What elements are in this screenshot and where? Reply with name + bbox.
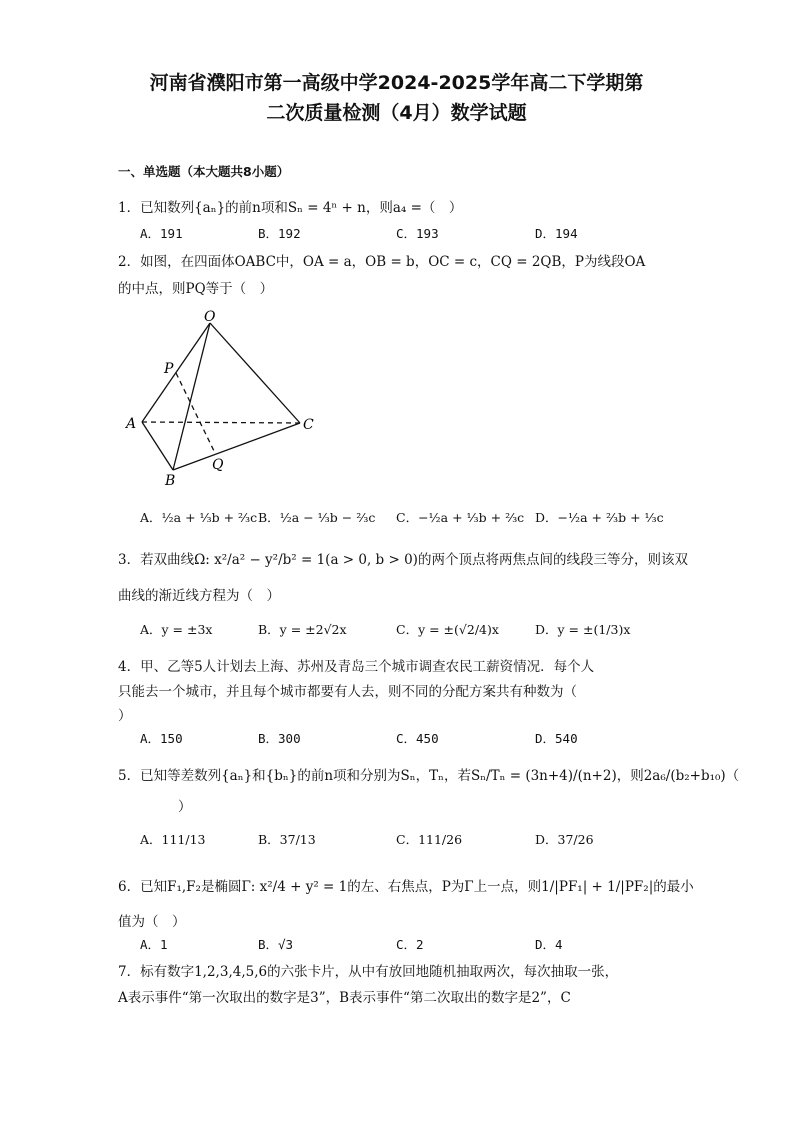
q1-option-c: C．193	[396, 226, 439, 241]
q7-stem-line-1: 7．标有数字1,2,3,4,5,6的六张卡片，从中有放回地随机抽取两次，每次抽取一张，	[118, 964, 619, 980]
q4-option-b: B．300	[258, 731, 301, 746]
edge-bc	[173, 423, 300, 470]
q5-option-c: C．111/26	[396, 832, 463, 847]
segment-pq	[176, 373, 215, 453]
q2-stem-line-2: 的中点，则PQ等于（ ）	[118, 281, 274, 297]
q1-option-d: D．194	[535, 226, 578, 241]
q2-stem-line-1: 2．如图，在四面体OABC中，OA = a，OB = b，OC = c，CQ = 2QB，P为线段OA	[118, 254, 646, 270]
q3-option-a: A．y = ±3x	[140, 622, 213, 637]
q4-stem-line-1: 4．甲、乙等5人计划去上海、苏州及青岛三个城市调查农民工薪资情况．每个人	[118, 659, 595, 675]
q2-option-c: C．−½a + ⅓b + ⅔c	[396, 510, 525, 525]
edge-oa	[142, 323, 210, 422]
label-q: Q	[212, 457, 224, 473]
title-line-2: 二次质量检测（4月）数学试题	[266, 102, 527, 124]
q6-option-d: D．4	[535, 937, 563, 952]
q6-option-c: C．2	[396, 937, 424, 952]
q3-stem-line-2: 曲线的渐近线方程为（ ）	[118, 588, 280, 604]
edge-ac-hidden	[142, 422, 300, 423]
label-c: C	[303, 417, 314, 433]
q2-option-d: D．−½a + ⅔b + ⅓c	[535, 510, 664, 525]
edge-ab	[142, 422, 173, 470]
q5-option-b: B．37/13	[258, 832, 316, 847]
q3-option-b: B．y = ±2√2x	[258, 622, 347, 637]
tetrahedron-figure	[120, 305, 330, 490]
q6-stem-line-2: 值为（ ）	[118, 914, 186, 930]
q4-option-d: D．540	[535, 731, 578, 746]
q5-stem-line-2: ）	[178, 799, 192, 815]
label-b: B	[165, 473, 176, 489]
q5-stem-line-1: 5．已知等差数列{aₙ}和{bₙ}的前n项和分别为Sₙ，Tₙ，若Sₙ/Tₙ = (3n+4)/(n+2)，则2a₆/(b₂+b₁₀)（	[118, 768, 740, 784]
q1-option-b: B．192	[258, 226, 301, 241]
q4-stem-line-2: 只能去一个城市，并且每个城市都要有人去，则不同的分配方案共有种数为（	[118, 684, 577, 700]
label-o: O	[204, 309, 216, 325]
title-line-1: 河南省濮阳市第一高级中学2024-2025学年高二下学期第	[149, 72, 644, 94]
q6-option-a: A．1	[140, 937, 168, 952]
q3-option-c: C．y = ±(√2/4)x	[396, 622, 499, 637]
q4-option-c: C．450	[396, 731, 439, 746]
q5-option-d: D．37/26	[535, 832, 594, 847]
q5-option-a: A．111/13	[140, 832, 206, 847]
q2-option-a: A．½a + ⅓b + ⅔c	[140, 510, 258, 525]
edge-ob	[173, 323, 210, 470]
q3-stem-line-1: 3．若双曲线Ω: x²/a² − y²/b² = 1(a > 0, b > 0)的两个顶点将两焦点间的线段三等分，则该双	[118, 552, 688, 568]
q1-stem: 1．已知数列{aₙ}的前n项和Sₙ = 4ⁿ + n，则a₄ =（ ）	[118, 200, 463, 216]
section-heading: 一、单选题（本大题共8小题）	[118, 164, 290, 179]
q4-stem-line-3: ）	[118, 708, 132, 724]
q1-option-a: A．191	[140, 226, 183, 241]
label-a: A	[126, 416, 137, 432]
q2-option-b: B．½a − ⅓b − ⅔c	[258, 510, 376, 525]
label-p: P	[164, 361, 174, 377]
q4-option-a: A．150	[140, 731, 183, 746]
q7-stem-line-2: A表示事件“第一次取出的数字是3”，B表示事件“第二次取出的数字是2”，C	[118, 990, 571, 1006]
edge-oc	[210, 323, 300, 423]
q6-option-b: B．√3	[258, 937, 294, 952]
q6-stem-line-1: 6．已知F₁,F₂是椭圆Γ: x²/4 + y² = 1的左、右焦点，P为Γ上一点，则1/|PF₁| + 1/|PF₂|的最小	[118, 879, 694, 895]
q3-option-d: D．y = ±(1/3)x	[535, 622, 631, 637]
